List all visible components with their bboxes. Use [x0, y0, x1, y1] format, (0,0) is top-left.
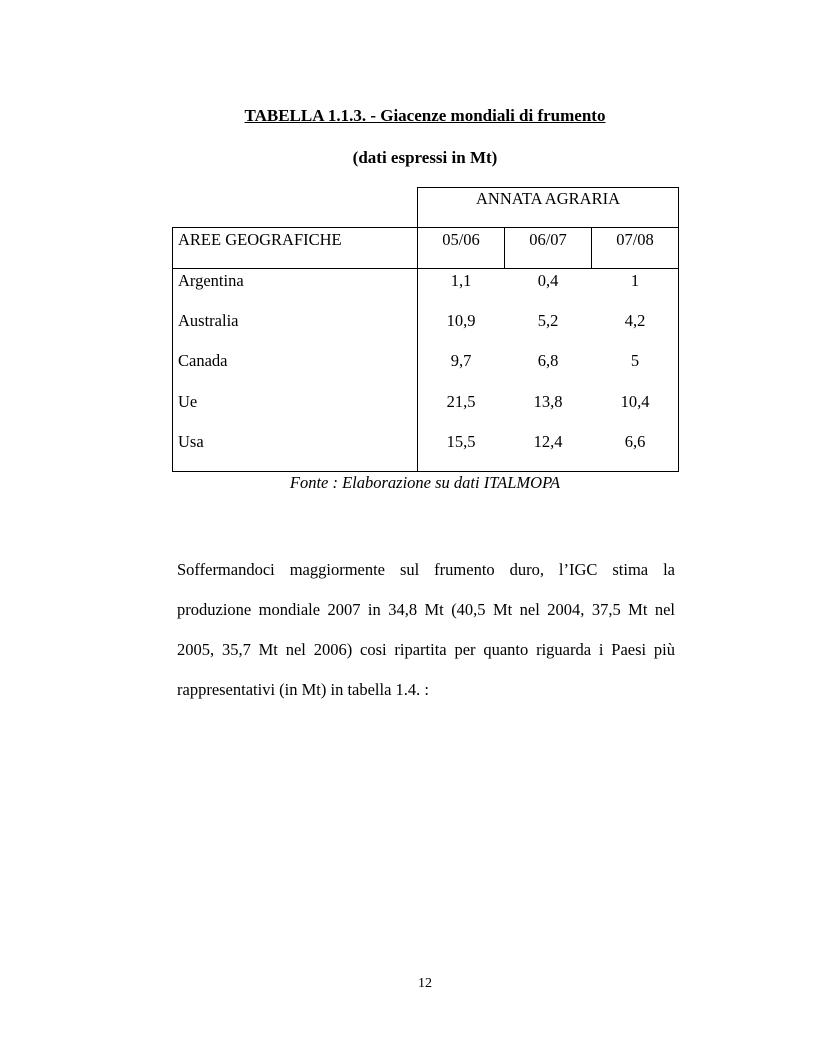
- table-value: 9,7: [450, 351, 472, 370]
- table-border-header-top: [172, 227, 679, 228]
- table-value: 0,4: [537, 271, 559, 290]
- table-value: 4,2: [624, 311, 646, 330]
- table-value: 1: [630, 271, 640, 290]
- area-name: Usa: [178, 432, 204, 451]
- area-name: Canada: [178, 351, 228, 370]
- table-value: 5,2: [537, 311, 559, 330]
- table-value: 6,6: [624, 432, 646, 451]
- table-value: 21,5: [446, 392, 476, 411]
- table-border-top: [417, 187, 679, 188]
- table-value: 10,4: [620, 392, 650, 411]
- row-header: AREE GEOGRAFICHE: [178, 230, 342, 249]
- table-value: 10,9: [446, 311, 476, 330]
- area-name: Ue: [178, 392, 198, 411]
- area-name: Australia: [178, 311, 239, 330]
- column-header: 07/08: [616, 230, 654, 249]
- column-header: 06/07: [529, 230, 567, 249]
- table-value: 1,1: [450, 271, 472, 290]
- table-subtitle: (dati espressi in Mt): [352, 148, 498, 167]
- stock-table: [172, 187, 679, 472]
- table-border-header-bottom: [172, 268, 679, 269]
- table-source: Fonte : Elaborazione su dati ITALMOPA: [289, 473, 561, 492]
- table-value: 6,8: [537, 351, 559, 370]
- table-title: TABELLA 1.1.3. - Giacenze mondiali di frumento: [244, 106, 606, 125]
- table-value: 15,5: [446, 432, 476, 451]
- table-value: 13,8: [533, 392, 563, 411]
- area-name: Argentina: [178, 271, 244, 290]
- body-paragraph: [177, 550, 675, 710]
- table-value: 12,4: [533, 432, 563, 451]
- page-number: 12: [418, 976, 432, 991]
- table-border-left: [172, 227, 173, 472]
- paragraph-text: Soffermandoci maggiormente sul frumento duro, l’IGC stima la produzione mondiale 2007 in 34,8 Mt (40,5 Mt nel 2004, 37,5 Mt nel 2005, 35,7 Mt nel 2006) cosi ripartita per quanto riguarda i Paesi più rappresentativi (in Mt) in tabella 1.4. :: [177, 560, 675, 699]
- column-header: 05/06: [442, 230, 480, 249]
- group-header: ANNATA AGRARIA: [476, 189, 620, 208]
- table-border-bottom: [172, 471, 679, 472]
- table-value: 5: [630, 351, 640, 370]
- table-border-right: [678, 187, 679, 472]
